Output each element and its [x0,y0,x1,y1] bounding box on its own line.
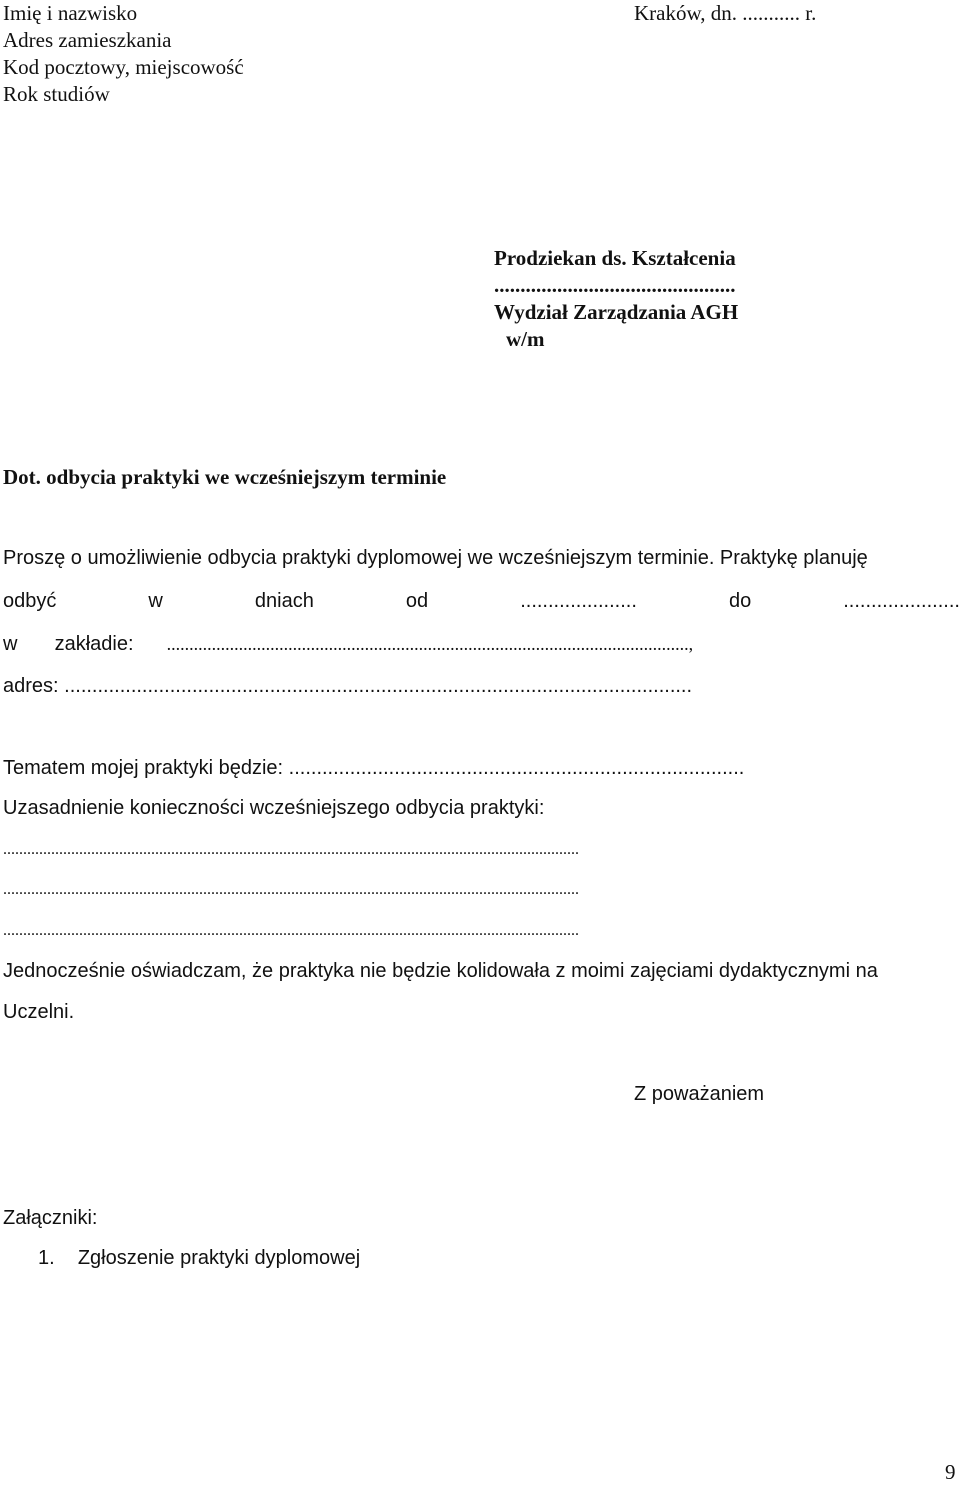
company-word-w: w [3,633,18,655]
page-number: 9 [945,1460,956,1484]
declaration-line-1: Jednocześnie oświadczam, że praktyka nie będzie kolidowała z moimi zajęciami dydaktycznymi na [3,960,878,982]
subject-line: Dot. odbycia praktyki we wcześniejszym terminie [3,465,447,489]
attachments-label: Załączniki: [3,1207,98,1229]
company-blank: ...................................................................................................................., [166,634,694,654]
request-line: Proszę o umożliwienie odbycia praktyki dyplomowej we wcześniejszym terminie. Praktykę planuję [3,547,868,569]
justification-dots-1: ................................................................................................................................................ [3,841,579,858]
dates-line [3,588,960,615]
recipient-wm: w/m [506,327,545,351]
justification-label: Uzasadnienie konieczności wcześniejszego odbycia praktyki: [3,797,545,819]
dates-word-3: dniach [254,590,314,612]
sender-postal-city: Kod pocztowy, miejscowość [3,55,244,79]
justification-dots-3: ................................................................................................................................................ [3,922,579,939]
recipient-dots: .............................................. [494,273,736,297]
date-from-blank: ..................... [520,590,637,612]
sender-study-year: Rok studiów [3,82,110,106]
justification-dots-2: ................................................................................................................................................ [3,881,579,898]
date-to-blank: ..................... [843,590,960,612]
closing: Z poważaniem [634,1083,765,1105]
dates-word-2: w [148,590,163,612]
attachment-number: 1. [38,1247,55,1269]
dates-word-do: do [728,590,752,612]
company-label: zakładie: [54,633,134,655]
company-line [3,631,693,658]
attachment-item [38,1245,360,1272]
dates-word-4: od [405,590,429,612]
address-line: adres: ................................................................................................................. [3,675,693,697]
dates-word-1: odbyć [3,590,57,612]
sender-name: Imię i nazwisko [3,1,138,25]
declaration-line-2: Uczelni. [3,1001,75,1023]
recipient-faculty: Wydział Zarządzania AGH [494,300,739,324]
attachment-text: Zgłoszenie praktyki dyplomowej [77,1247,361,1269]
topic-line: Tematem mojej praktyki będzie: .................................................................................. [3,757,745,779]
place-date: Kraków, dn. ........... r. [634,1,817,25]
sender-address: Adres zamieszkania [3,28,172,52]
recipient-title: Prodziekan ds. Kształcenia [494,246,736,270]
